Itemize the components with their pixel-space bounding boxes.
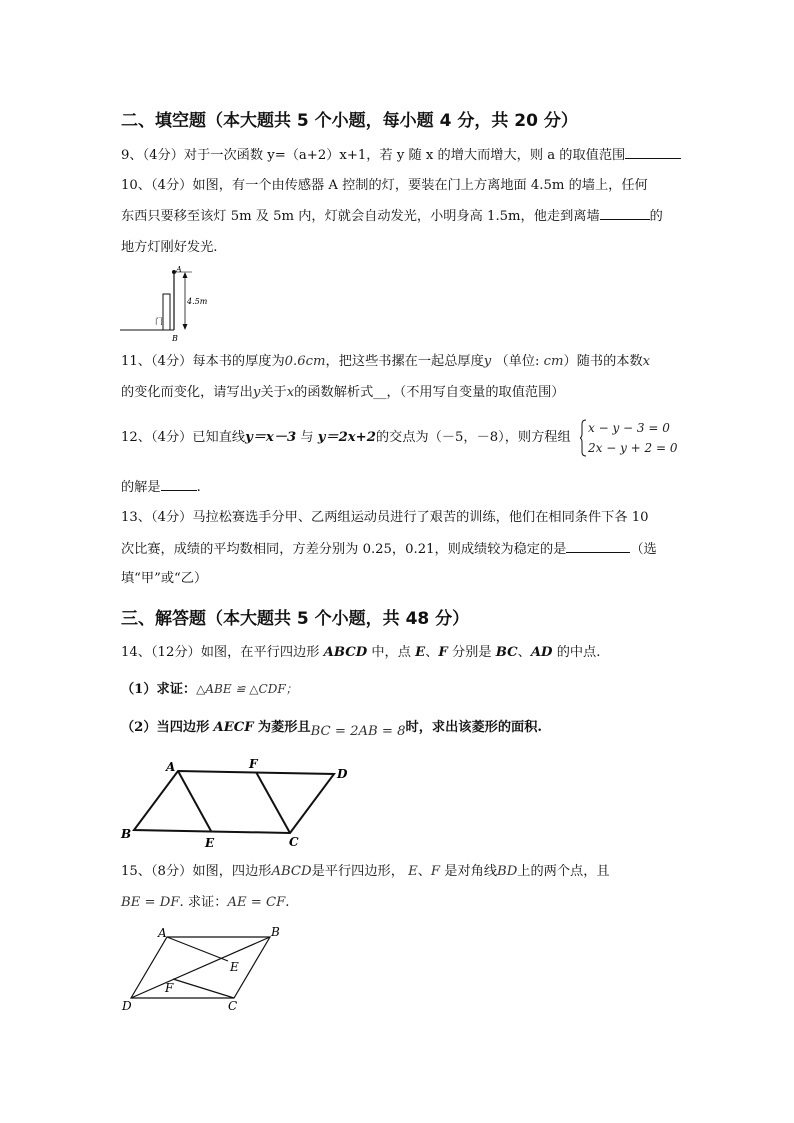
q12-mid: 与 xyxy=(300,430,314,445)
q12-eq2: y＝2x+2 xyxy=(317,430,376,445)
q12-equation-system xyxy=(580,418,680,458)
q15-line2a: . 求证： xyxy=(179,895,228,910)
label-door: 门 xyxy=(155,317,163,326)
q15-line2b: . xyxy=(285,895,290,910)
q9-text: 9、（4分）对于一次函数 y=（a+2）x+1，若 y 随 x 的增大而增大，则 a 的取值范围 xyxy=(121,148,626,163)
label-b: B xyxy=(172,334,178,343)
q15-line1b: 是平行四边形， xyxy=(311,864,404,879)
q14-line1c: 分别是 xyxy=(451,645,492,660)
q14-p2c: 时，求出该菱形的面积. xyxy=(405,720,542,735)
segment-ae xyxy=(178,771,211,831)
label-d: D xyxy=(337,767,348,781)
question-13-line-3: 填“甲”或“乙） xyxy=(121,571,208,586)
label-f: F xyxy=(165,981,174,995)
section-3-title: 三、解答题（本大题共 5 个小题，共 48 分） xyxy=(121,609,470,629)
q15-line1d: 上的两个点，且 xyxy=(517,864,610,879)
question-14-part-1 xyxy=(121,679,298,700)
q14-f: F xyxy=(438,645,448,660)
q11-unit-pre: （单位: xyxy=(495,354,540,369)
arrow-head-top xyxy=(183,272,188,278)
q14-line1b: 中，点 xyxy=(371,645,411,660)
q12-line2b: . xyxy=(196,480,201,495)
label-a: A xyxy=(166,760,176,774)
label-c: C xyxy=(228,999,238,1013)
q15-line1c: 是对角线 xyxy=(444,864,498,879)
q11-line2a: 的变化而变化，请写出 xyxy=(121,385,253,400)
q11-unit: cm xyxy=(543,354,564,369)
q11-line2b: 关于 xyxy=(260,385,287,400)
system-eq-2: 2x − y + 2 = 0 xyxy=(588,441,678,455)
q12-answer-blank xyxy=(161,477,197,491)
q10-line2b: 的 xyxy=(649,209,663,224)
q12-line1a: 12、（4分）已知直线 xyxy=(121,430,246,445)
parallelogram-abcd xyxy=(134,771,334,833)
label-e: E xyxy=(230,960,239,974)
question-9 xyxy=(121,145,681,166)
label-b: B xyxy=(271,925,280,939)
label-height: 4.5m xyxy=(187,297,208,306)
q9-answer-blank xyxy=(625,145,681,159)
q14-aecf: AECF xyxy=(213,720,254,735)
q10-answer-blank xyxy=(600,206,650,220)
question-10-line-2 xyxy=(121,206,663,227)
system-eq-1: x − y − 3 = 0 xyxy=(588,421,670,435)
label-a: A xyxy=(158,926,167,940)
q13-answer-blank xyxy=(566,539,630,553)
q11-line2c: 的函数解析式__，（不用写自变量的取值范围） xyxy=(294,385,565,400)
q14-p1-math: △ABE ≌ △CDF； xyxy=(196,682,298,696)
q11-var-x: x xyxy=(642,354,651,369)
q10-lamp-figure xyxy=(118,264,208,344)
question-12-line-1 xyxy=(121,428,571,448)
label-d: D xyxy=(122,999,132,1013)
q11-var-y-2: y xyxy=(252,385,261,400)
q11-unit-post: ）随书的本数 xyxy=(563,354,643,369)
q15-parallelogram-figure xyxy=(118,925,298,1015)
question-14-line-1 xyxy=(121,643,600,663)
q15-line1a: 15、（8分）如图，四边形 xyxy=(121,864,272,879)
q10-line2a: 东西只要移至该灯 5m 及 5m 内，灯就会自动发光，小明身高 1.5m，他走到离墙 xyxy=(121,209,600,224)
question-10-line-3: 地方灯刚好发光. xyxy=(121,240,218,255)
q15-sep: 、 xyxy=(417,864,431,879)
q14-line1d: 的中点. xyxy=(556,645,601,660)
q12-line1b: 的交点为（－5，－8），则方程组 xyxy=(375,430,571,445)
q15-bd: BD xyxy=(497,864,518,879)
question-11-line-2 xyxy=(121,383,564,403)
brace xyxy=(580,420,586,456)
q15-abcd: ABCD xyxy=(271,864,312,879)
q14-line1a: 14、（12分）如图，在平行四边形 xyxy=(121,645,320,660)
q14-parallelogram-figure xyxy=(118,755,368,855)
q12-line2a: 的解是 xyxy=(121,480,161,495)
q15-condition: BE = DF xyxy=(121,895,180,910)
q14-bc: BC xyxy=(495,645,518,660)
question-14-part-2 xyxy=(121,718,542,738)
question-13-line-2 xyxy=(121,539,657,560)
question-13-line-1: 13、（4分）马拉松赛选手分甲、乙两组运动员进行了艰苦的训练，他们在相同条件下各 10 xyxy=(121,510,649,525)
question-15-line-1 xyxy=(121,862,610,882)
q15-e: E xyxy=(408,864,418,879)
segment-ae xyxy=(167,937,228,961)
q14-sep-2: 、 xyxy=(517,645,531,660)
q11-line1a: 11、（4分）每本书的厚度为 xyxy=(121,354,285,369)
q14-abcd: ABCD xyxy=(323,645,368,660)
segment-cf xyxy=(173,979,234,998)
question-15-line-2 xyxy=(121,893,289,913)
question-10-line-1: 10、（4分）如图，有一个由传感器 A 控制的灯，要装在门上方离地面 4.5m 的墙上，任何 xyxy=(121,178,648,193)
door-shape xyxy=(163,294,170,330)
q11-line1b: ，把这些书摞在一起总厚度 xyxy=(325,354,484,369)
diagonal-bd xyxy=(131,937,270,998)
q15-f: F xyxy=(430,864,441,879)
q12-eq1: y＝x－3 xyxy=(245,430,297,445)
label-e: E xyxy=(205,836,215,850)
q14-ad: AD xyxy=(530,645,553,660)
arrow-head-bottom xyxy=(183,324,188,330)
label-a: A xyxy=(176,265,182,274)
q15-conclusion: AE = CF xyxy=(227,895,286,910)
q14-p2-label: （2）当四边形 xyxy=(121,720,210,735)
q11-thickness: 0.6cm xyxy=(284,354,326,369)
section-2-title: 二、填空题（本大题共 5 个小题，每小题 4 分，共 20 分） xyxy=(121,111,578,131)
q13-line2a: 次比赛，成绩的平均数相同，方差分别为 0.25，0.21，则成绩较为稳定的是 xyxy=(121,542,567,557)
q14-p2-math: BC = 2AB = 8 xyxy=(310,724,406,739)
label-f: F xyxy=(249,757,258,771)
q14-p1-label: （1）求证： xyxy=(121,682,197,697)
question-11-line-1 xyxy=(121,352,650,372)
label-c: C xyxy=(289,835,299,849)
q13-line2b: （选 xyxy=(630,542,657,557)
q11-var-x-2: x xyxy=(286,385,295,400)
label-b: B xyxy=(121,827,132,841)
segment-fc xyxy=(256,772,290,833)
q14-e: E xyxy=(415,645,426,660)
q14-sep: 、 xyxy=(425,645,439,660)
question-12-line-2 xyxy=(121,477,201,498)
q11-var-y: y xyxy=(483,354,492,369)
q14-p2b: 为菱形且 xyxy=(257,720,311,735)
